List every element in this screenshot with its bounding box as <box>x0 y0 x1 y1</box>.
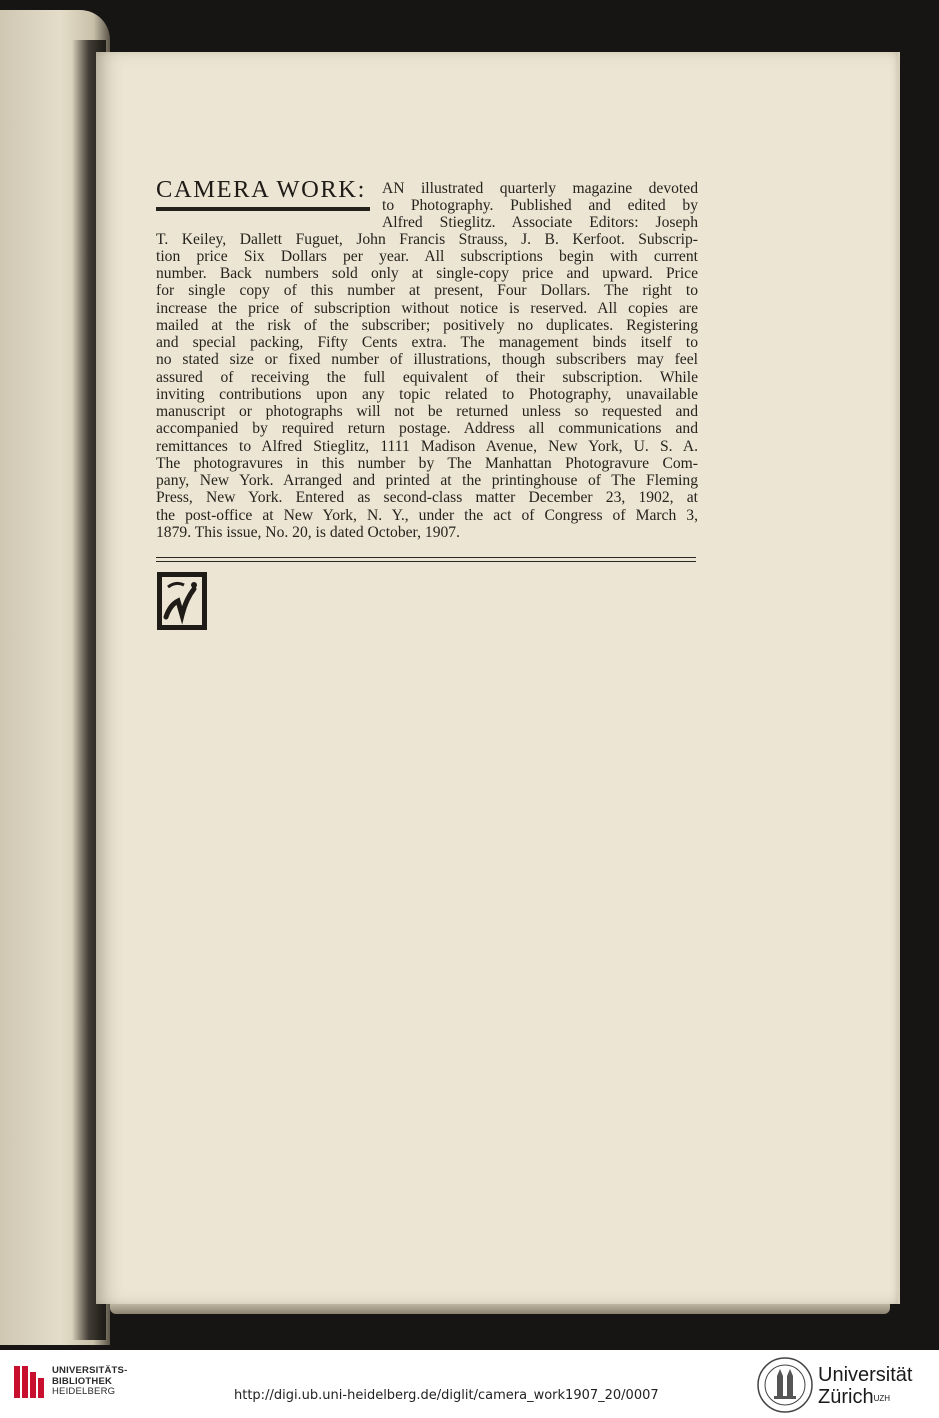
library-name-line2: BIBLIOTHEK <box>52 1375 113 1387</box>
text-line-2: to Photography. Published and edited by <box>382 197 698 214</box>
text-line-11: no stated size or fixed number of illustrations, though subscribers may feel <box>156 351 698 368</box>
text-line-13: inviting contributions upon any topic related to Photography, unavailable <box>156 386 698 403</box>
library-name-line1: UNIVERSITÄTS- <box>52 1365 128 1376</box>
colophon-mark <box>156 571 208 631</box>
heidelberg-library-logo-icon <box>12 1362 46 1402</box>
text-line-10: and special packing, Fifty Cents extra. The management binds itself to <box>156 334 698 351</box>
text-line-12: assured of receiving the full equivalent of their subscription. While <box>156 369 698 386</box>
uzh-seal-icon <box>756 1356 814 1414</box>
text-line-7: for single copy of this number at present, Four Dollars. The right to <box>156 282 698 299</box>
text-line-20: the post-office at New York, N. Y., under the act of Congress of March 3, <box>156 507 698 524</box>
text-line-8: increase the price of subscription without notice is reserved. All copies are <box>156 300 698 317</box>
rule-top <box>156 557 696 558</box>
library-name <box>52 1366 127 1398</box>
text-line-18: pany, New York. Arranged and printed at the printinghouse of The Fleming <box>156 472 698 489</box>
text-line-5: tion price Six Dollars per year. All subscriptions begin with current <box>156 248 698 265</box>
university-suffix: UZH <box>873 1394 891 1403</box>
permalink-url[interactable]: http://digi.ub.uni-heidelberg.de/diglit/camera_work1907_20/0007 <box>234 1388 659 1403</box>
text-line-16: remittances to Alfred Stieglitz, 1111 Madison Avenue, New York, U. S. A. <box>156 438 698 455</box>
university-name <box>818 1364 912 1408</box>
colophon-mark-icon <box>156 571 208 631</box>
text-line-19: Press, New York. Entered as second-class matter December 23, 1902, at <box>156 489 698 506</box>
text-line-9: mailed at the risk of the subscriber; positively no duplicates. Registering <box>156 317 698 334</box>
text-line-4: T. Keiley, Dallett Fuguet, John Francis Strauss, J. B. Kerfoot. Subscrip- <box>156 231 698 248</box>
text-line-21: 1879. This issue, No. 20, is dated October, 1907. <box>156 524 461 541</box>
rule-bottom <box>156 561 696 562</box>
university-name-line1: Universität <box>818 1364 913 1386</box>
title-underline <box>156 207 370 211</box>
university-name-line2: Zürich <box>818 1386 874 1408</box>
magazine-title: CAMERA WORK: <box>156 176 367 203</box>
text-line-1: AN illustrated quarterly magazine devoted <box>382 180 698 197</box>
footer-bar <box>0 1350 939 1418</box>
text-line-17: The photogravures in this number by The Manhattan Photogravure Com- <box>156 455 698 472</box>
text-line-6: number. Back numbers sold only at single-copy price and upward. Price <box>156 265 698 282</box>
text-line-14: manuscript or photographs will not be returned unless so requested and <box>156 403 698 420</box>
text-line-15: accompanied by required return postage. Address all communications and <box>156 420 698 437</box>
text-line-3: Alfred Stieglitz. Associate Editors: Joseph <box>382 214 698 231</box>
library-name-line3: HEIDELBERG <box>52 1386 116 1397</box>
